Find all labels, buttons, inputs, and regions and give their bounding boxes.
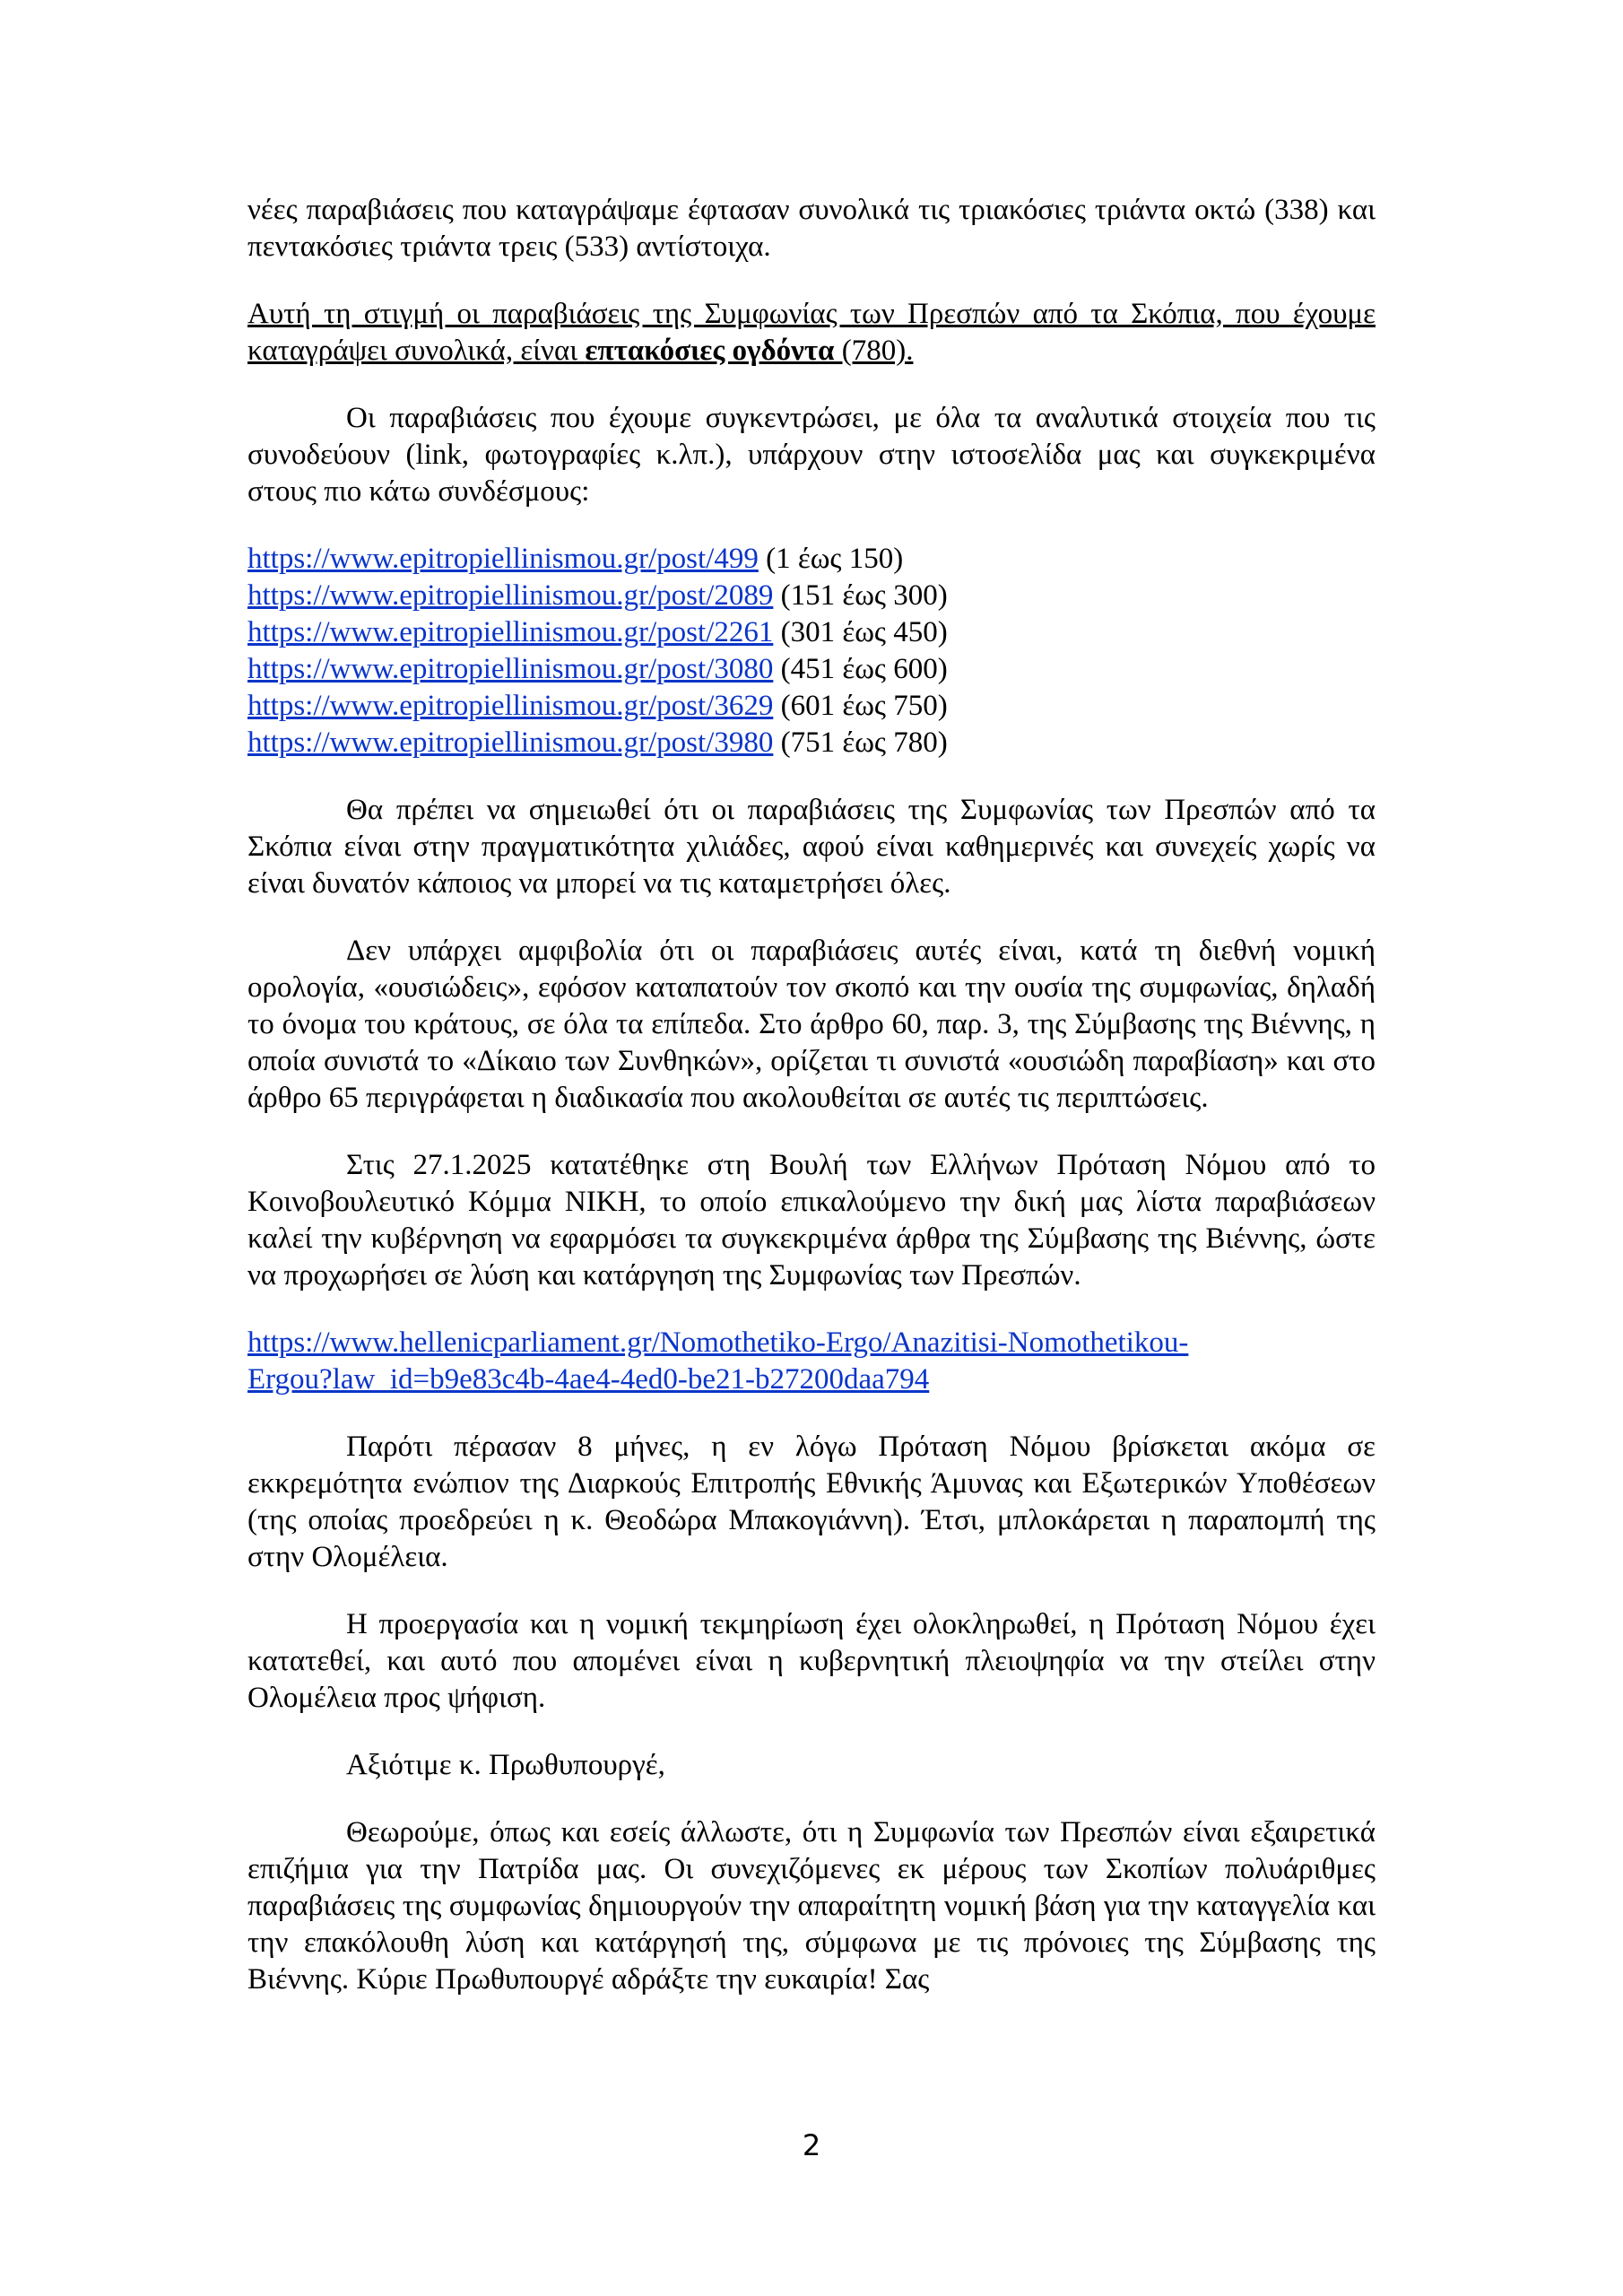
parliament-link-block (247, 1325, 1376, 1398)
paragraph-vienna-convention: Δεν υπάρχει αμφιβολία ότι οι παραβιάσεις αυτές είναι, κατά τη διεθνή νομική ορολογία, «ουσιώδεις», εφόσον καταπατούν τον σκοπό και την ουσία της συμφωνίας, δηλαδή το όνομα του κράτους, σε όλα τα επίπεδα. Στο άρθρο 60, παρ. 3, της Σύμβασης της Βιέννης, η οποία συνιστά το «Δίκαιο των Συνθηκών», ορίζεται τι συνιστά «ουσιώδη παραβίαση» και στο άρθρο 65 περιγράφεται η διαδικασία που ακολουθείται σε αυτές τις περιπτώσεις. (247, 935, 1376, 1114)
link-range: (751 έως 780) (773, 726, 948, 759)
list-item (247, 688, 1376, 725)
link-range: (301 έως 450) (773, 616, 948, 648)
paragraph-violations-counts: νέες παραβιάσεις που καταγράψαμε έφτασαν συνολικά τις τριακόσιες τριάντα οκτώ (338) και πεντακόσιες τριάντα τρεις (533) αντίστοιχα. (247, 194, 1376, 263)
violations-link-3[interactable]: https://www.epitropiellinismou.gr/post/2261 (247, 616, 774, 648)
violations-link-2[interactable]: https://www.epitropiellinismou.gr/post/2089 (247, 579, 774, 612)
paragraph-links-intro: Οι παραβιάσεις που έχουμε συγκεντρώσει, με όλα τα αναλυτικά στοιχεία που τις συνοδεύουν (link, φωτογραφίες κ.λπ.), υπάρχουν στην ιστοσελίδα μας και συγκεκριμένα στους πιο κάτω συνδέσμους: (247, 402, 1376, 508)
paragraph-appeal: Θεωρούμε, όπως και εσείς άλλωστε, ότι η Συμφωνία των Πρεσπών είναι εξαιρετικά επιζήμια για την Πατρίδα μας. Οι συνεχιζόμενες εκ μέρους των Σκοπίων πολυάριθμες παραβιάσεις της συμφωνίας δημιουργούν την απαραίτητη νομική βάση για την καταγγελία και την επακόλουθη λύση και κατάργησή της, σύμφωνα με τις πρόνοιες της Σύμβασης της Βιέννης. Κύριε Πρωθυπουργέ αδράξτε την ευκαιρία! Σας (247, 1816, 1376, 1996)
total-violations-text: Αυτή τη στιγμή οι παραβιάσεις της Συμφωνίας των Πρεσπών από τα Σκόπια, που έχουμε καταγράψει συνολικά, είναι (247, 298, 1376, 367)
violation-links-list (247, 541, 1376, 761)
list-item (247, 541, 1376, 578)
link-range: (151 έως 300) (773, 579, 948, 612)
list-item (247, 725, 1376, 761)
parliament-link-line2: Ergou?law_id=b9e83c4b-4ae4-4ed0-be21-b27200daa794 (247, 1363, 930, 1396)
paragraph-total-violations (247, 296, 1376, 370)
page-body (247, 192, 1376, 2029)
paragraph-bill-submitted: Στις 27.1.2025 κατατέθηκε στη Βουλή των Ελλήνων Πρόταση Νόμου από το Κοινοβουλευτικό Κόμμα ΝΙΚΗ, το οποίο επικαλούμενο την δική μας λίστα παραβιάσεων καλεί την κυβέρνηση να εφαρμόσει τα συγκεκριμένα άρθρα της Σύμβασης της Βιέννης, ώστε να προχωρήσει σε λύση και κατάργηση της Συμφωνίας των Πρεσπών. (247, 1149, 1376, 1292)
violations-link-1[interactable]: https://www.epitropiellinismou.gr/post/499 (247, 543, 759, 575)
parliament-link-line1: https://www.hellenicparliament.gr/Nomothetiko-Ergo/Anazitisi-Nomothetikou- (247, 1326, 1189, 1359)
violations-link-4[interactable]: https://www.epitropiellinismou.gr/post/3080 (247, 653, 774, 685)
total-violations-number: (780). (834, 335, 914, 367)
parliament-link[interactable] (247, 1326, 1188, 1396)
paragraph-thousands-violations: Θα πρέπει να σημειωθεί ότι οι παραβιάσεις της Συμφωνίας των Πρεσπών από τα Σκόπια είναι στην πραγματικότητα χιλιάδες, αφού είναι καθημερινές και συνεχείς χωρίς να είναι δυνατόν κάποιος να μπορεί να τις καταμετρήσει όλες. (247, 794, 1376, 900)
salutation: Αξιότιμε κ. Πρωθυπουργέ, (346, 1749, 665, 1781)
page-number: 2 (802, 2128, 821, 2162)
link-range: (451 έως 600) (773, 653, 948, 685)
list-item (247, 578, 1376, 614)
violations-link-5[interactable]: https://www.epitropiellinismou.gr/post/3629 (247, 690, 774, 722)
paragraph-pending-committee: Παρότι πέρασαν 8 μήνες, η εν λόγω Πρόταση Νόμου βρίσκεται ακόμα σε εκκρεμότητα ενώπιον της Διαρκούς Επιτροπής Εθνικής Άμυνας και Εξωτερικών Υποθέσεων (της οποίας προεδρεύει η κ. Θεοδώρα Μπακογιάννη). Έτσι, μπλοκάρεται η παραπομπή της στην Ολομέλεια. (247, 1431, 1376, 1573)
list-item (247, 651, 1376, 688)
link-range: (1 έως 150) (758, 543, 904, 575)
violations-link-6[interactable]: https://www.epitropiellinismou.gr/post/3980 (247, 726, 774, 759)
total-violations-bold: επτακόσιες ογδόντα (585, 335, 835, 367)
link-range: (601 έως 750) (773, 690, 948, 722)
list-item (247, 614, 1376, 651)
paragraph-preparation-complete: Η προεργασία και η νομική τεκμηρίωση έχει ολοκληρωθεί, η Πρόταση Νόμου έχει κατατεθεί, και αυτό που απομένει είναι η κυβερνητική πλειοψηφία να την στείλει στην Ολομέλεια προς ψήφιση. (247, 1608, 1376, 1714)
